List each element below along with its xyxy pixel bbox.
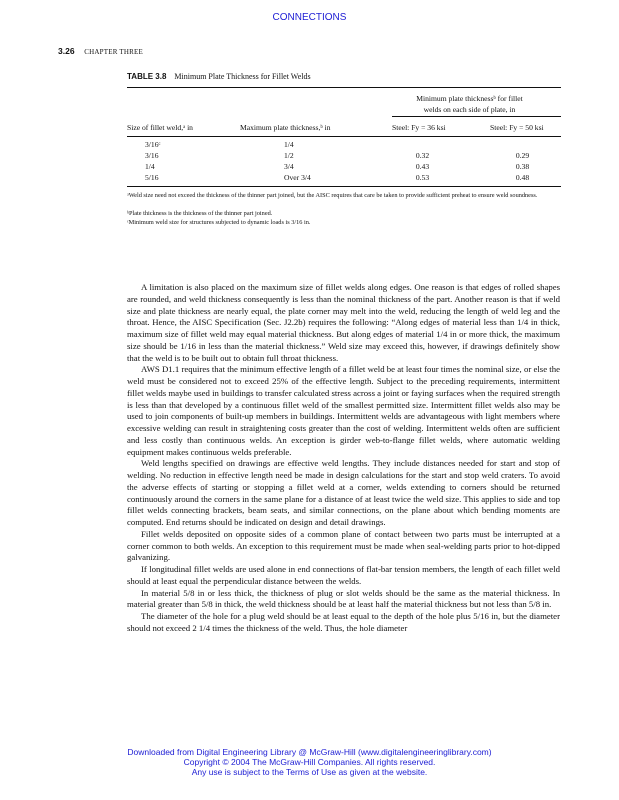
footer-terms-link[interactable]: Any use is subject to the Terms of Use as given at the website. <box>191 767 428 777</box>
body-text <box>127 282 560 635</box>
table-cell-maxplate: Over 3/4 <box>284 173 311 182</box>
table-cell-fy50: 0.38 <box>515 162 530 171</box>
table-cell-weld: 1/4 <box>145 162 155 171</box>
table-header-rule <box>127 136 561 137</box>
download-footer <box>0 747 619 777</box>
paragraph: AWS D1.1 requires that the minimum effective length of a fillet weld be at least four times the nominal size, or else the weld must be considered not to exceed 25% of the effective length. Subject to the preceding requirements, intermittent fillet welds maybe used in buildings to transfer calculated stress across a joint or faying surfaces when the required strength is less than that developed by a continuous fillet weld of the smallest permitted size. Intermittent fillet welds also may be used to join components of built-up members in buildings. Intermittent welds are advantageous with light members where excessive welding can result in straightening costs greater than the cost of welding. Intermittent welds often are sufficient and less costly than continuous welds. An exception is girder web-to-flange fillet welds, where automatic welding equipment makes continuous welds preferable. <box>127 364 560 457</box>
group-header-line1: Minimum plate thicknessᵇ for fillet <box>416 94 523 103</box>
col-header-fy50: Steel: Fy = 50 ksi <box>490 123 544 132</box>
table-footnote-a: ᵃWeld size need not exceed the thickness of the thinner part joined, but the AISC requires that care be taken to provide sufficient preheat to ensure weld soundness. <box>127 192 538 199</box>
paragraph: In material 5/8 in or less thick, the thickness of plug or slot welds should be the same as the material thickness. In material greater than 5/8 in thick, the weld thickness should be at least half the material thickness but not less than 5/8 in. <box>127 587 560 610</box>
group-header-line2: welds on each side of plate, in <box>423 105 516 114</box>
table-title <box>127 72 311 81</box>
chapter-label: CHAPTER THREE <box>84 48 143 56</box>
table-cell-fy50: 0.29 <box>515 151 530 160</box>
table-label: TABLE 3.8 <box>127 72 167 81</box>
section-banner: CONNECTIONS <box>272 12 347 23</box>
paragraph: If longitudinal fillet welds are used alone in end connections of flat-bar tension members, the length of each fillet weld should at least equal the perpendicular distance between the welds. <box>127 564 560 586</box>
table-cell-fy36: 0.53 <box>415 173 430 182</box>
footer-download-link[interactable]: Downloaded from Digital Engineering Library @ McGraw-Hill (www.digitalengineeringlibrary.com) <box>127 747 492 757</box>
group-header-rule <box>392 116 561 117</box>
table-cell-maxplate: 1/2 <box>284 151 294 160</box>
running-head <box>58 46 143 56</box>
table-top-rule <box>127 87 561 88</box>
table-cell-maxplate: 1/4 <box>284 140 294 149</box>
table-cell-maxplate: 3/4 <box>284 162 294 171</box>
col-header-weld-size: Size of fillet weld,ᵃ in <box>127 123 193 132</box>
paragraph: Fillet welds deposited on opposite sides of a common plane of contact between two parts must be interrupted at a corner common to both welds. An exception to this requirement must be made when seal-welding parts prior to hot-dipped galvanizing. <box>127 528 560 563</box>
table-bottom-rule <box>127 186 561 187</box>
table-cell-fy36: 0.43 <box>415 162 430 171</box>
paragraph: The diameter of the hole for a plug weld should be at least equal to the depth of the hole plus 5/16 in, but the diameter should not exceed 2 1/4 times the thickness of the weld. Thus, the hole diameter <box>127 611 560 633</box>
paragraph: A limitation is also placed on the maximum size of fillet welds along edges. One reason is that edges of rolled shapes are rounded, and weld thickness consequently is less than the nominal thickness of the part. Another reason is that if weld size and plate thickness are nearly equal, the plate corner may melt into the weld, reducing the length of weld leg and the throat. Hence, the AISC Specification (Sec. J2.2b) requires the following: “Along edges of material less than 1/4 in thick, maximum size of fillet weld may equal material thickness. But along edges of material 1/4 in or more thick, the maximum size should be 1/16 in less than the material thickness.” Weld size may exceed this, however, if drawings definitely show that the weld is to be built out to obtain full throat thickness. <box>127 282 560 363</box>
table-cell-fy50: 0.48 <box>515 173 530 182</box>
table-cell-weld: 5/16 <box>145 173 159 182</box>
page-number: 3.26 <box>58 46 75 56</box>
table-footnote-c: ᶜMinimum weld size for structures subjected to dynamic loads is 3/16 in. <box>127 219 311 226</box>
table-footnote-b: ᵇPlate thickness is the thickness of the thinner part joined. <box>127 210 273 217</box>
paragraph: Weld lengths specified on drawings are effective weld lengths. They include distances needed for start and stop of welding. No reduction in effective length need be made in design calculations for the start and stop weld craters. To avoid the adverse effects of starting or stopping a fillet weld at a corner, welds extending to corners should be returned continuously around the corners in the same plane for a distance of at least twice the weld size. This applies to side and top fillet welds connecting brackets, beam seats, and similar connections, on the plane about which bending moments are computed. End returns should be indicated on design and detail drawings. <box>127 458 560 527</box>
table-cell-weld: 3/16ᶜ <box>145 140 161 149</box>
table-cell-weld: 3/16 <box>145 151 159 160</box>
table-caption: Minimum Plate Thickness for Fillet Welds <box>174 72 311 81</box>
table-cell-fy36: 0.32 <box>415 151 430 160</box>
col-header-fy36: Steel: Fy = 36 ksi <box>392 123 446 132</box>
col-header-max-plate: Maximum plate thickness,ᵇ in <box>240 123 331 132</box>
footer-copyright: Copyright © 2004 The McGraw-Hill Companies. All rights reserved. <box>183 757 436 767</box>
